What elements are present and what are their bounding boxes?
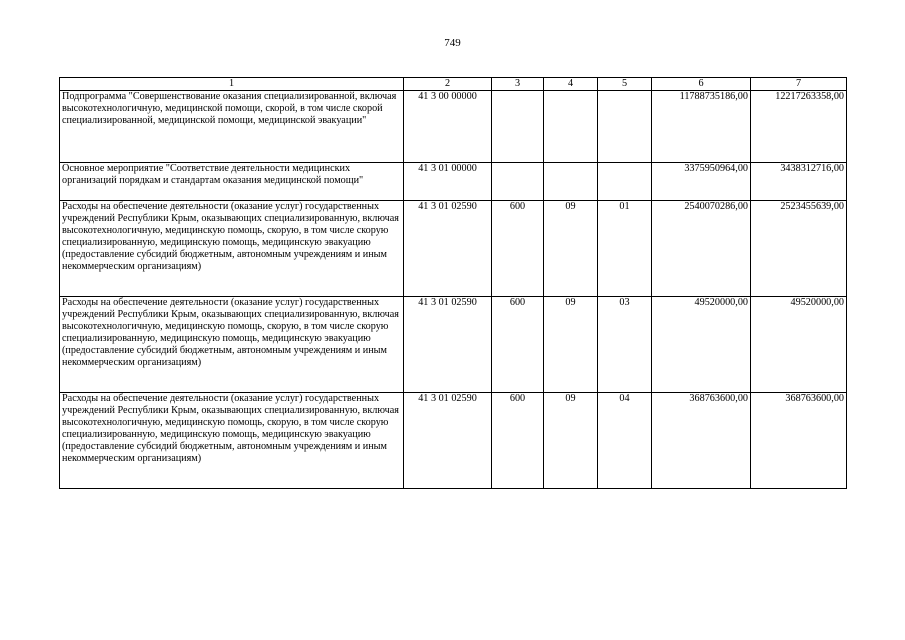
row-amount-7: 3438312716,00 [751,163,847,201]
row-amount-7: 12217263358,00 [751,91,847,163]
row-amount-7: 2523455639,00 [751,201,847,297]
row-amount-6: 2540070286,00 [652,201,751,297]
row-col-4: 09 [544,201,598,297]
table-row [60,201,847,297]
header-col-6: 6 [652,78,751,91]
row-name: Расходы на обеспечение деятельности (оказание услуг) государственных учреждений Республики Крым, оказывающих специализированную, включая высокотехнологичную, медицинскую помощь, скорую, в том числе скорую специализированную, медицинскую помощь, медицинскую эвакуацию (предоставление субсидий бюджетным, автономным учреждениям и иным некоммерческим организациям) [60,393,404,489]
table-row [60,91,847,163]
header-col-7: 7 [751,78,847,91]
page-number: 749 [444,37,461,49]
header-col-2: 2 [404,78,492,91]
table-row [60,163,847,201]
budget-table [59,77,847,489]
row-col-5 [598,91,652,163]
header-col-3: 3 [492,78,544,91]
table-row [60,393,847,489]
header-row [60,78,847,91]
row-name: Расходы на обеспечение деятельности (оказание услуг) государственных учреждений Республики Крым, оказывающих специализированную, включая высокотехнологичную, медицинскую помощь, скорую, в том числе скорую специализированную, медицинскую помощь, медицинскую эвакуацию (предоставление субсидий бюджетным, автономным учреждениям и иным некоммерческим организациям) [60,201,404,297]
header-col-1: 1 [60,78,404,91]
row-col-3: 600 [492,393,544,489]
row-col-5: 04 [598,393,652,489]
row-col-5: 01 [598,201,652,297]
table-row [60,297,847,393]
row-code: 41 3 01 02590 [404,393,492,489]
row-col-3 [492,163,544,201]
row-amount-7: 49520000,00 [751,297,847,393]
row-col-4: 09 [544,297,598,393]
row-col-4: 09 [544,393,598,489]
row-name: Расходы на обеспечение деятельности (оказание услуг) государственных учреждений Республики Крым, оказывающих специализированную, включая высокотехнологичную, медицинскую помощь, скорую, в том числе скорую специализированную, медицинскую помощь, медицинскую эвакуацию (предоставление субсидий бюджетным, автономным учреждениям и иным некоммерческим организациям) [60,297,404,393]
row-name: Подпрограмма "Совершенствование оказания специализированной, включая высокотехнологичную, медицинской помощи, скорой, в том числе скорой специализированной, медицинской помощи, медицинской эвакуации" [60,91,404,163]
row-name: Основное мероприятие "Соответствие деятельности медицинских организаций порядкам и стандартам оказания медицинской помощи" [60,163,404,201]
row-col-4 [544,163,598,201]
header-col-5: 5 [598,78,652,91]
row-amount-7: 368763600,00 [751,393,847,489]
row-col-5 [598,163,652,201]
row-amount-6: 49520000,00 [652,297,751,393]
row-amount-6: 368763600,00 [652,393,751,489]
row-col-4 [544,91,598,163]
row-col-3 [492,91,544,163]
row-col-3: 600 [492,201,544,297]
row-code: 41 3 01 00000 [404,163,492,201]
header-col-4: 4 [544,78,598,91]
row-amount-6: 11788735186,00 [652,91,751,163]
row-col-5: 03 [598,297,652,393]
row-amount-6: 3375950964,00 [652,163,751,201]
row-code: 41 3 01 02590 [404,297,492,393]
row-code: 41 3 01 02590 [404,201,492,297]
row-col-3: 600 [492,297,544,393]
row-code: 41 3 00 00000 [404,91,492,163]
